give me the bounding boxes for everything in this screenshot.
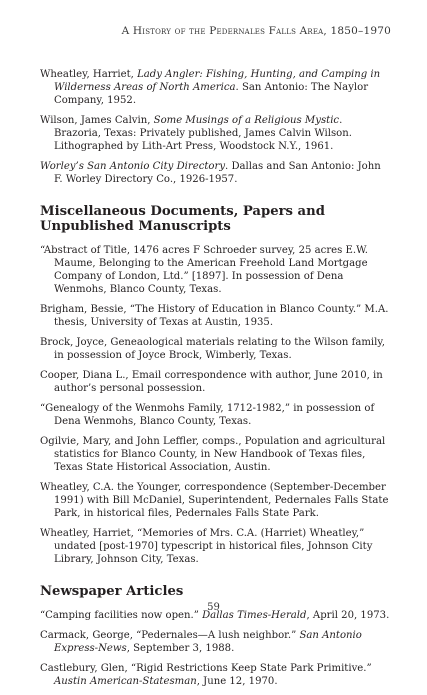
bibliography-entry <box>40 662 390 688</box>
entry-text: . Dallas and San Antonio: John F. Worley Directory Co., 1926-1957. <box>54 161 381 185</box>
bibliography-entry: Brigham, Bessie, “The History of Education in Blanco County.” M.A. thesis, University of Texas at Austin, 1935. <box>40 304 389 328</box>
section-newspaper-articles <box>40 584 390 688</box>
entry-text: Wilson, James Calvin, <box>40 115 154 126</box>
entry-text: Wheatley, Harriet, <box>40 69 138 80</box>
entry-title: Some Musings of a Religious Mystic <box>153 115 340 126</box>
section-heading: Miscellaneous Documents, Papers and Unpublished Manuscripts <box>40 204 325 234</box>
entry-text: Castlebury, Glen, “Rigid Restrictions Keep State Park Primitive.” <box>40 663 372 674</box>
entry-title: Lady Angler: Fishing, Hunting, and Camping in Wilderness Areas of North America <box>54 69 381 93</box>
running-head: A History of the Pedernales Falls Area, 1850–1970 <box>121 25 391 37</box>
entry-title: Worley’s San Antonio City Directory <box>40 161 226 172</box>
bibliography-entry: Wheatley, Harriet, “Memories of Mrs. C.A. (Harriet) Wheatley,” undated [post-1970] typescript in historical files, Johnson City Library, Johnson City, Texas. <box>40 528 373 565</box>
page-number: 59 <box>207 602 220 613</box>
entry-text: “Camping facilities now open.” <box>40 610 203 621</box>
bibliography-entry: Ogilvie, Mary, and John Leffler, comps., Population and agricultural statistics for Blanco County, in New Handbook of Texas files, Texas State Historical Association, Austin. <box>40 436 386 473</box>
bibliography-entry <box>40 629 390 655</box>
entry-text: , June 12, 1970. <box>196 676 278 687</box>
bibliography-entry <box>40 160 390 186</box>
bibliography-entry <box>40 114 390 153</box>
entry-text: , April 20, 1973. <box>306 610 390 621</box>
entry-text: , September 3, 1988. <box>126 643 235 654</box>
bibliography-entry: “Abstract of Title, 1476 acres F Schroeder survey, 25 acres E.W. Maume, Belonging to the American Freehold Land Mortgage Company of London, Ltd.” [1897]. In possession of Dena Wenmohs, Blanco County, Texas. <box>40 245 368 295</box>
entry-text: . San Antonio: The Naylor Company, 1952. <box>54 82 369 106</box>
bibliography-entry: Wheatley, C.A. the Younger, correspondence (September-December 1991) with Bill McDaniel, Superintendent, Pedernales Falls State Park, in historical files, Pedernales Falls State Park. <box>40 482 389 519</box>
entry-title: Dallas Times-Herald <box>202 610 307 621</box>
entry-text: Carmack, George, “Pedernales—A lush neighbor.” <box>40 630 300 641</box>
bibliography-entry: Cooper, Diana L., Email correspondence with author, June 2010, in author’s personal possession. <box>40 370 383 394</box>
section-misc-documents <box>40 204 390 566</box>
bibliography-entry <box>40 68 390 107</box>
entry-title: Austin American-Statesman <box>54 676 197 687</box>
bibliography-entry: Brock, Joyce, Geneaological materials relating to the Wilson family, in possession of Joyce Brock, Wimberly, Texas. <box>40 337 385 361</box>
entry-title: San Antonio Express-News <box>54 630 362 654</box>
entry-text: . Brazoria, Texas: Privately published, James Calvin Wilson. Lithographed by Lith-Art Press, Woodstock N.Y., 1961. <box>54 115 352 152</box>
bibliography-entry: “Genealogy of the Wenmohs Family, 1712-1982,” in possession of Dena Wenmohs, Blanco County, Texas. <box>40 403 375 427</box>
top-entries <box>40 68 390 186</box>
bibliography <box>40 68 390 695</box>
section-heading: Newspaper Articles <box>40 584 184 599</box>
